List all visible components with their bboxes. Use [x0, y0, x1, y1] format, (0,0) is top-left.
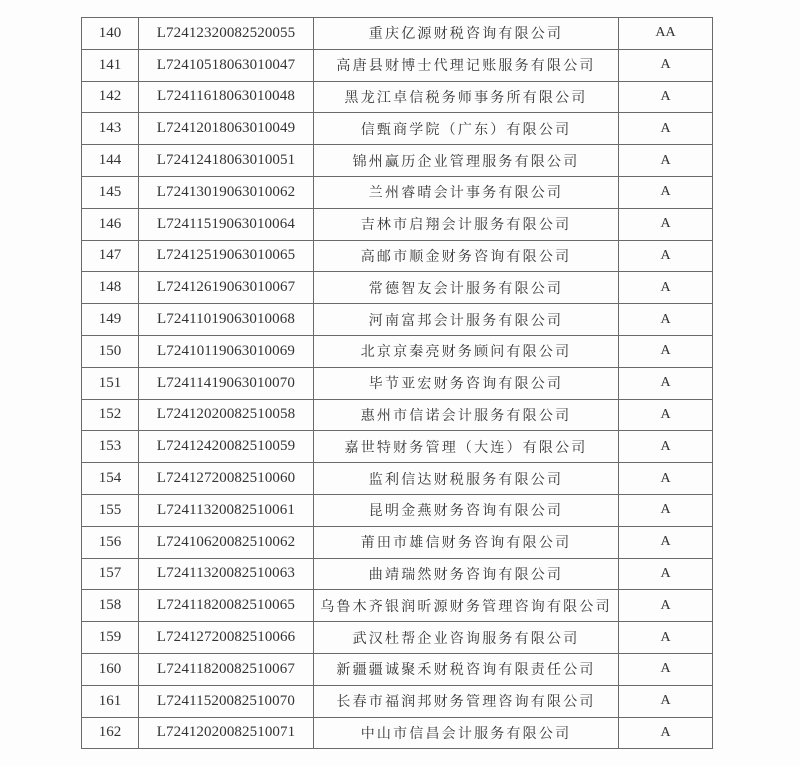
rating-grade-cell: A	[619, 463, 713, 495]
registration-code-cell: L72411820082510065	[139, 590, 314, 622]
agency-name-cell: 莆田市雄信财务咨询有限公司	[314, 526, 619, 558]
serial-number-cell: 148	[82, 272, 139, 304]
rating-grade-cell: A	[619, 526, 713, 558]
rating-grade-cell: A	[619, 622, 713, 654]
rating-grade-cell: A	[619, 717, 713, 749]
rating-grade-cell: A	[619, 494, 713, 526]
table-row	[82, 304, 713, 336]
registration-code-cell: L72410518063010047	[139, 49, 314, 81]
serial-number-cell: 152	[82, 399, 139, 431]
table-row	[82, 208, 713, 240]
registration-code-cell: L72411419063010070	[139, 367, 314, 399]
agency-name-cell: 惠州市信诺会计服务有限公司	[314, 399, 619, 431]
agency-name-cell: 兰州睿晴会计事务有限公司	[314, 176, 619, 208]
table-row	[82, 81, 713, 113]
agency-name-cell: 河南富邦会计服务有限公司	[314, 304, 619, 336]
serial-number-cell: 158	[82, 590, 139, 622]
serial-number-cell: 153	[82, 431, 139, 463]
rating-grade-cell: A	[619, 304, 713, 336]
registration-code-cell: L72412018063010049	[139, 113, 314, 145]
registration-code-cell: L72411320082510061	[139, 494, 314, 526]
agency-name-cell: 昆明金燕财务咨询有限公司	[314, 494, 619, 526]
table-row	[82, 494, 713, 526]
rating-grade-cell: A	[619, 49, 713, 81]
table-row	[82, 526, 713, 558]
serial-number-cell: 162	[82, 717, 139, 749]
registration-code-cell: L72412320082520055	[139, 18, 314, 50]
serial-number-cell: 146	[82, 208, 139, 240]
serial-number-cell: 142	[82, 81, 139, 113]
agency-name-cell: 吉林市启翔会计服务有限公司	[314, 208, 619, 240]
serial-number-cell: 154	[82, 463, 139, 495]
rating-grade-cell: AA	[619, 18, 713, 50]
registration-code-cell: L72412619063010067	[139, 272, 314, 304]
serial-number-cell: 140	[82, 18, 139, 50]
registration-code-cell: L72411820082510067	[139, 653, 314, 685]
rating-grade-cell: A	[619, 431, 713, 463]
table-row	[82, 113, 713, 145]
agency-name-cell: 中山市信昌会计服务有限公司	[314, 717, 619, 749]
serial-number-cell: 159	[82, 622, 139, 654]
agency-name-cell: 重庆亿源财税咨询有限公司	[314, 18, 619, 50]
serial-number-cell: 141	[82, 49, 139, 81]
serial-number-cell: 155	[82, 494, 139, 526]
table-row	[82, 431, 713, 463]
table-row	[82, 18, 713, 50]
agency-name-cell: 锦州赢历企业管理服务有限公司	[314, 145, 619, 177]
rating-grade-cell: A	[619, 272, 713, 304]
agency-name-cell: 黑龙江卓信税务师事务所有限公司	[314, 81, 619, 113]
agency-name-cell: 常德智友会计服务有限公司	[314, 272, 619, 304]
agency-name-cell: 曲靖瑞然财务咨询有限公司	[314, 558, 619, 590]
rating-grade-cell: A	[619, 653, 713, 685]
agency-name-cell: 监利信达财税服务有限公司	[314, 463, 619, 495]
registration-code-cell: L72411519063010064	[139, 208, 314, 240]
serial-number-cell: 156	[82, 526, 139, 558]
agency-name-cell: 高邮市顺金财务咨询有限公司	[314, 240, 619, 272]
serial-number-cell: 149	[82, 304, 139, 336]
registration-code-cell: L72410620082510062	[139, 526, 314, 558]
registration-code-cell: L72412420082510059	[139, 431, 314, 463]
table-row	[82, 49, 713, 81]
table-row	[82, 399, 713, 431]
registration-code-cell: L72410119063010069	[139, 335, 314, 367]
rating-grade-cell: A	[619, 113, 713, 145]
registration-code-cell: L72412418063010051	[139, 145, 314, 177]
rating-grade-cell: A	[619, 81, 713, 113]
agency-name-cell: 嘉世特财务管理（大连）有限公司	[314, 431, 619, 463]
table-row	[82, 272, 713, 304]
registration-code-cell: L72412720082510066	[139, 622, 314, 654]
rating-grade-cell: A	[619, 335, 713, 367]
rating-grade-cell: A	[619, 590, 713, 622]
table-row	[82, 653, 713, 685]
registration-code-cell: L72411520082510070	[139, 685, 314, 717]
rating-grade-cell: A	[619, 558, 713, 590]
serial-number-cell: 144	[82, 145, 139, 177]
agency-name-cell: 新疆疆诚聚禾财税咨询有限责任公司	[314, 653, 619, 685]
serial-number-cell: 150	[82, 335, 139, 367]
rating-grade-cell: A	[619, 367, 713, 399]
table-row	[82, 240, 713, 272]
table-row	[82, 590, 713, 622]
rating-grade-cell: A	[619, 176, 713, 208]
registration-code-cell: L72412519063010065	[139, 240, 314, 272]
registration-code-cell: L72412020082510058	[139, 399, 314, 431]
serial-number-cell: 143	[82, 113, 139, 145]
registration-code-cell: L72412720082510060	[139, 463, 314, 495]
table-row	[82, 367, 713, 399]
table-row	[82, 335, 713, 367]
agency-name-cell: 毕节亚宏财务咨询有限公司	[314, 367, 619, 399]
rating-grade-cell: A	[619, 145, 713, 177]
rating-grade-cell: A	[619, 685, 713, 717]
agency-name-cell: 武汉杜帮企业咨询服务有限公司	[314, 622, 619, 654]
serial-number-cell: 160	[82, 653, 139, 685]
table-row	[82, 685, 713, 717]
serial-number-cell: 151	[82, 367, 139, 399]
table-row	[82, 176, 713, 208]
registration-code-cell: L72411320082510063	[139, 558, 314, 590]
table-row	[82, 558, 713, 590]
table-row	[82, 622, 713, 654]
serial-number-cell: 145	[82, 176, 139, 208]
serial-number-cell: 147	[82, 240, 139, 272]
registration-code-cell: L72413019063010062	[139, 176, 314, 208]
registration-code-cell: L72411618063010048	[139, 81, 314, 113]
table-body	[82, 18, 713, 749]
rating-grade-cell: A	[619, 240, 713, 272]
registration-code-cell: L72412020082510071	[139, 717, 314, 749]
registration-code-cell: L72411019063010068	[139, 304, 314, 336]
agency-name-cell: 高唐县财博士代理记账服务有限公司	[314, 49, 619, 81]
table-row	[82, 463, 713, 495]
agency-name-cell: 乌鲁木齐银润昕源财务管理咨询有限公司	[314, 590, 619, 622]
rating-grade-cell: A	[619, 399, 713, 431]
agency-rating-table	[81, 17, 713, 749]
table-row	[82, 145, 713, 177]
agency-name-cell: 北京京秦亮财务顾问有限公司	[314, 335, 619, 367]
serial-number-cell: 157	[82, 558, 139, 590]
agency-name-cell: 信甄商学院（广东）有限公司	[314, 113, 619, 145]
serial-number-cell: 161	[82, 685, 139, 717]
table-row	[82, 717, 713, 749]
agency-name-cell: 长春市福润邦财务管理咨询有限公司	[314, 685, 619, 717]
rating-grade-cell: A	[619, 208, 713, 240]
